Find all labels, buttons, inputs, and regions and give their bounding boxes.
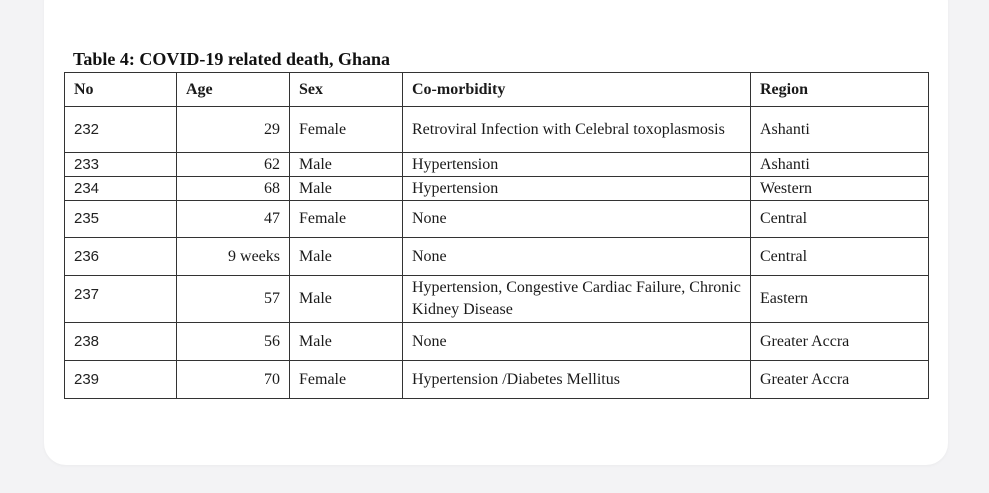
- cell-comorbidity: Retroviral Infection with Celebral toxoplasmosis: [403, 107, 751, 153]
- cell-region: Central: [751, 238, 929, 276]
- cell-no: 233: [65, 153, 177, 177]
- cell-age: 56: [177, 323, 290, 361]
- cell-age: 70: [177, 361, 290, 399]
- cell-sex: Male: [290, 238, 403, 276]
- cell-no: 236: [65, 238, 177, 276]
- header-row: [65, 73, 929, 107]
- table-row: [65, 201, 929, 238]
- table-row: [65, 153, 929, 177]
- cell-sex: Female: [290, 107, 403, 153]
- cell-sex: Male: [290, 323, 403, 361]
- cell-comorbidity: None: [403, 238, 751, 276]
- death-table: [64, 72, 929, 399]
- cell-region: Greater Accra: [751, 323, 929, 361]
- cell-sex: Male: [290, 153, 403, 177]
- cell-age: 68: [177, 177, 290, 201]
- cell-region: Greater Accra: [751, 361, 929, 399]
- cell-comorbidity: Hypertension: [403, 153, 751, 177]
- table-row: [65, 238, 929, 276]
- cell-no: 239: [65, 361, 177, 399]
- cell-age: 9 weeks: [177, 238, 290, 276]
- table-row: [65, 177, 929, 201]
- cell-region: Eastern: [751, 276, 929, 323]
- cell-no: 235: [65, 201, 177, 238]
- header-no: No: [65, 73, 177, 107]
- cell-region: Ashanti: [751, 107, 929, 153]
- cell-age: 57: [177, 276, 290, 323]
- header-age: Age: [177, 73, 290, 107]
- cell-no: 234: [65, 177, 177, 201]
- table-caption: Table 4: COVID-19 related death, Ghana: [73, 49, 391, 69]
- cell-comorbidity: None: [403, 201, 751, 238]
- cell-region: Ashanti: [751, 153, 929, 177]
- cell-no: 232: [65, 107, 177, 153]
- table-row: [65, 361, 929, 399]
- header-sex: Sex: [290, 73, 403, 107]
- cell-no: 237: [65, 276, 177, 323]
- cell-age: 47: [177, 201, 290, 238]
- table-row: [65, 276, 929, 323]
- cell-sex: Female: [290, 361, 403, 399]
- cell-sex: Female: [290, 201, 403, 238]
- cell-comorbidity: Hypertension: [403, 177, 751, 201]
- header-region: Region: [751, 73, 929, 107]
- cell-age: 62: [177, 153, 290, 177]
- table-row: [65, 323, 929, 361]
- cell-region: Western: [751, 177, 929, 201]
- cell-sex: Male: [290, 276, 403, 323]
- cell-sex: Male: [290, 177, 403, 201]
- cell-comorbidity: None: [403, 323, 751, 361]
- cell-no: 238: [65, 323, 177, 361]
- cell-comorbidity: Hypertension /Diabetes Mellitus: [403, 361, 751, 399]
- cell-age: 29: [177, 107, 290, 153]
- cell-comorbidity: Hypertension, Congestive Cardiac Failure, Chronic Kidney Disease: [403, 276, 751, 323]
- cell-region: Central: [751, 201, 929, 238]
- header-comorbidity: Co-morbidity: [403, 73, 751, 107]
- table-row: [65, 107, 929, 153]
